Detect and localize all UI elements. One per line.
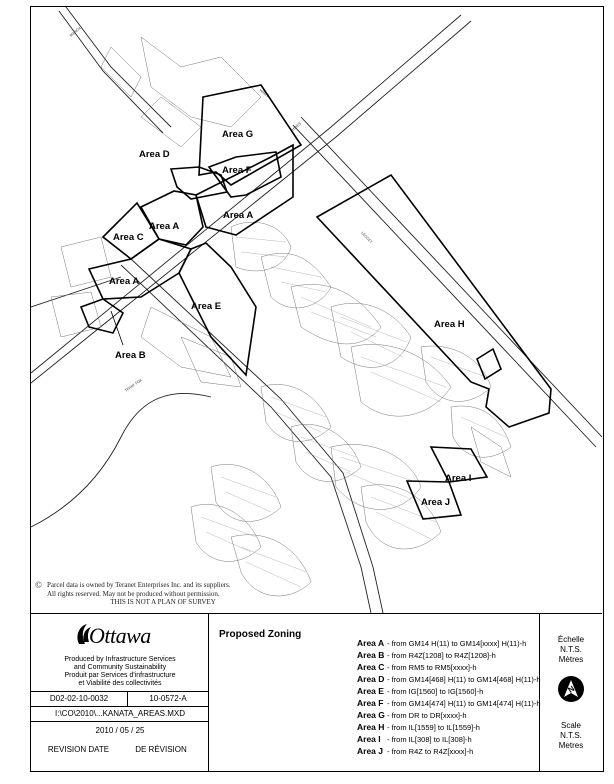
file-number: D02-02-10-0032 <box>49 694 109 703</box>
area-label-g: Area G <box>222 129 254 140</box>
road-northwest <box>66 7 171 127</box>
zoning-desc: - from GM14 H(11) to GM14[xxxx] H(11)-h <box>387 639 527 648</box>
area-h-inset <box>477 349 501 379</box>
zoning-row <box>357 705 467 720</box>
zoning-desc: - from DR to DR[xxxx]-h <box>387 711 467 720</box>
copyright-notice <box>33 581 293 607</box>
block-6 <box>291 284 381 344</box>
zoning-title: Proposed Zoning <box>219 629 302 640</box>
zoning-row <box>357 657 477 672</box>
zoning-row <box>357 741 474 756</box>
divider-3 <box>31 721 209 722</box>
zoning-row <box>357 645 496 660</box>
area-label-h: Area H <box>434 319 465 330</box>
area-label-a1: Area A <box>223 210 254 221</box>
zoning-area: Area A <box>357 638 385 648</box>
street-label-hines2: HINES <box>291 121 303 132</box>
file-path: I:\CO\2010\...KANATA_AREAS.MXD <box>55 709 185 718</box>
revision-date: 2010 / 05 / 25 <box>95 726 145 735</box>
zoning-map <box>31 7 602 613</box>
copyright-symbol: © <box>35 580 42 590</box>
logo-panel <box>31 613 209 771</box>
area-label-i: Area I <box>445 473 472 484</box>
block-7 <box>331 303 411 367</box>
copyright-line-3: THIS IS NOT A PLAN OF SURVEY <box>110 598 216 606</box>
zoning-desc: - from IL[1559] to IL[1559]-h <box>387 723 480 732</box>
revision-label-en: REVISION DATE <box>47 745 110 754</box>
scale-en-2: N.T.S. <box>560 731 582 740</box>
block-22 <box>471 427 511 477</box>
area-label-e: Area E <box>191 301 222 312</box>
zoning-row <box>357 693 541 708</box>
area-label-a2: Area A <box>149 221 180 232</box>
zoning-desc: - from R4Z[1208] to R4Z[1208]-h <box>387 651 496 660</box>
revision-label-fr: DE RÉVISION <box>135 745 187 754</box>
north-arrow-icon <box>557 675 585 703</box>
map-number: 10-0572-A <box>149 694 187 703</box>
street-label-sw: TERRY FOX <box>124 378 143 393</box>
area-label-f: Area F <box>222 165 252 176</box>
block-17 <box>51 292 101 337</box>
zoning-desc: - from IL[308] to IL[308]-h <box>387 735 472 744</box>
road-east <box>301 117 602 437</box>
road-network <box>31 7 602 613</box>
block-18 <box>141 307 231 377</box>
ottawa-logo-text: Ottawa <box>89 623 151 648</box>
zoning-desc: - from IG[1560] to IG[1560]-h <box>387 687 484 696</box>
zoning-area: Area H <box>357 722 385 732</box>
road-secondary-edge <box>131 259 383 613</box>
copyright-line-1: Parcel data is owned by Teranet Enterprises Inc. and its suppliers. <box>47 581 231 589</box>
zoning-area: Area J <box>357 746 383 756</box>
scale-en-1: Scale <box>560 721 581 730</box>
area-label-d: Area D <box>139 149 170 160</box>
block-16 <box>61 237 111 287</box>
scale-en-3: Metres <box>558 741 584 750</box>
block-13 <box>211 464 281 521</box>
scale-fr-2: N.T.S. <box>560 645 582 654</box>
block-1 <box>141 37 261 127</box>
block-9 <box>261 384 331 441</box>
zoning-row <box>357 633 527 648</box>
zoning-desc: - from GM14[468] H(11) to GM14[468] H(11)-h <box>387 675 541 684</box>
north-letter: N <box>566 684 577 695</box>
zoning-area: Area F <box>357 698 384 708</box>
zoning-area: Area I <box>357 734 381 744</box>
block-12 <box>361 485 441 549</box>
street-label-e: LEGGET <box>360 230 373 245</box>
area-label-j: Area J <box>421 497 451 508</box>
zoning-row <box>357 669 541 684</box>
block-5 <box>261 253 331 308</box>
area-h-outline <box>317 175 551 427</box>
producer-en-1: Produced by Infrastructure Services <box>64 656 176 663</box>
street-label-march: MARCH <box>69 26 82 38</box>
zoning-row <box>357 729 472 744</box>
area-labels <box>109 129 471 508</box>
zoning-area: Area E <box>357 686 384 696</box>
block-4 <box>231 222 291 271</box>
road-secondary <box>121 265 371 613</box>
block-3 <box>141 97 201 147</box>
divider-2 <box>31 706 209 707</box>
zoning-desc: - from RM5 to RM5[xxxx]-h <box>387 663 477 672</box>
zoning-area: Area D <box>357 674 385 684</box>
zoning-legend <box>209 613 540 771</box>
zoning-row <box>357 717 480 732</box>
block-14 <box>191 504 261 561</box>
road-main-diagonal <box>31 15 461 373</box>
producer-fr-2: et Viabilité des collectivités <box>78 680 162 687</box>
street-labels <box>69 26 373 393</box>
area-label-a3: Area A <box>109 276 140 287</box>
zoning-desc: - from GM14[474] H(11) to GM14[474] H(11)-h <box>387 699 541 708</box>
zoning-desc: - from R4Z to R4Z[xxxx]-h <box>387 747 474 756</box>
title-block <box>31 613 602 771</box>
zoning-area: Area B <box>357 650 385 660</box>
road-southwest <box>31 393 211 527</box>
zoning-area: Area C <box>357 662 385 672</box>
scale-panel <box>540 613 602 771</box>
producer-fr-1: Produit par Services d'infrastructure <box>64 672 176 679</box>
scale-fr-3: Mètres <box>558 655 584 664</box>
scale-fr-1: Échelle <box>557 635 585 644</box>
map-panel <box>31 7 602 614</box>
residential-blocks <box>51 37 511 596</box>
block-19 <box>181 337 241 387</box>
area-a3-outline <box>89 239 191 299</box>
map-sheet <box>30 6 604 772</box>
copyright-line-2: All rights reserved. May not be produced without permission. <box>47 589 220 598</box>
zoning-area: Area G <box>357 710 385 720</box>
area-label-b: Area B <box>115 350 146 361</box>
zoning-row <box>357 681 484 696</box>
area-label-c: Area C <box>113 232 144 243</box>
divider-1 <box>31 691 209 692</box>
producer-en-2: and Community Sustainability <box>73 664 167 671</box>
street-label-hines: HINES <box>258 88 270 99</box>
block-20 <box>421 346 491 401</box>
